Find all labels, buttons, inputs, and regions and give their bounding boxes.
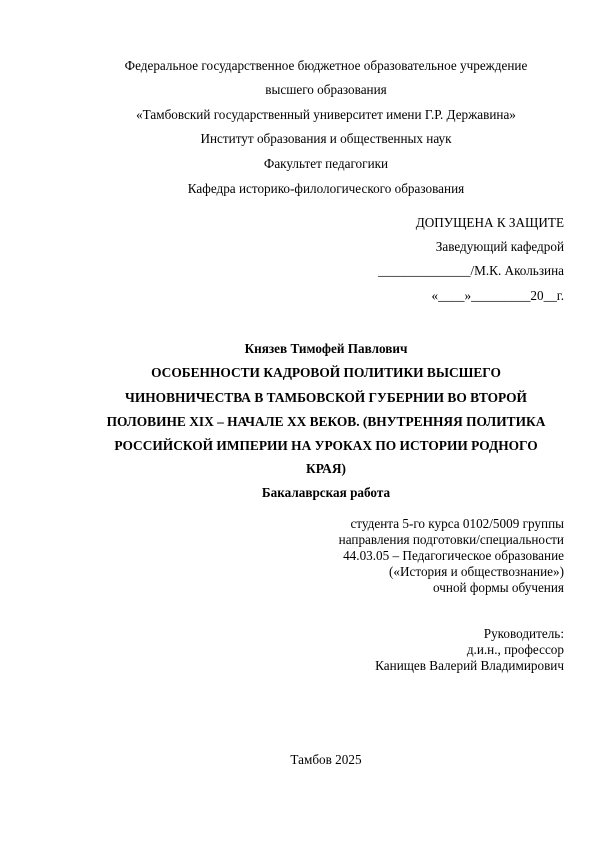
department-name: Кафедра историко-филологического образования <box>187 181 465 196</box>
approval-title: ДОПУЩЕНА К ЗАЩИТЕ <box>415 215 564 230</box>
work-title-line-4: РОССИЙСКОЙ ИМПЕРИИ НА УРОКАХ ПО ИСТОРИИ РОДНОГО <box>114 438 538 453</box>
supervisor-degree: д.и.н., профессор <box>466 642 564 657</box>
supervisor-label: Руководитель: <box>483 626 564 641</box>
institute-name: Институт образования и общественных наук <box>200 131 452 146</box>
work-title-line-3: ПОЛОВИНЕ XIX – НАЧАЛЕ XX ВЕКОВ. (ВНУТРЕННЯЯ ПОЛИТИКА <box>106 414 546 429</box>
work-title-line-5: КРАЯ) <box>306 461 346 476</box>
student-line-2: направления подготовки/специальности <box>338 532 564 547</box>
student-line-5: очной формы обучения <box>433 580 564 595</box>
institution-line-2: высшего образования <box>265 82 387 97</box>
work-title-line-1: ОСОБЕННОСТИ КАДРОВОЙ ПОЛИТИКИ ВЫСШЕГО <box>151 365 501 380</box>
approval-date: «____»_________20__г. <box>431 288 564 303</box>
work-title-line-2: ЧИНОВНИЧЕСТВА В ТАМБОВСКОЙ ГУБЕРНИИ ВО ВТОРОЙ <box>125 390 527 405</box>
student-line-3: 44.03.05 – Педагогическое образование <box>343 548 564 563</box>
author-name: Князев Тимофей Павлович <box>244 341 408 356</box>
student-line-1: студента 5-го курса 0102/5009 группы <box>350 516 564 531</box>
work-type: Бакалаврская работа <box>261 485 391 500</box>
city-year: Тамбов 2025 <box>290 752 362 767</box>
approval-position: Заведующий кафедрой <box>435 239 564 254</box>
supervisor-name: Канищев Валерий Владимирович <box>375 658 564 673</box>
institution-line-1: Федеральное государственное бюджетное образовательное учреждение <box>124 58 528 73</box>
approval-signature: ______________/М.К. Акользина <box>378 263 564 278</box>
university-name: «Тамбовский государственный университет имени Г.Р. Державина» <box>136 107 516 122</box>
faculty-name: Факультет педагогики <box>263 156 389 171</box>
student-line-4: («История и обществознание») <box>389 564 564 579</box>
